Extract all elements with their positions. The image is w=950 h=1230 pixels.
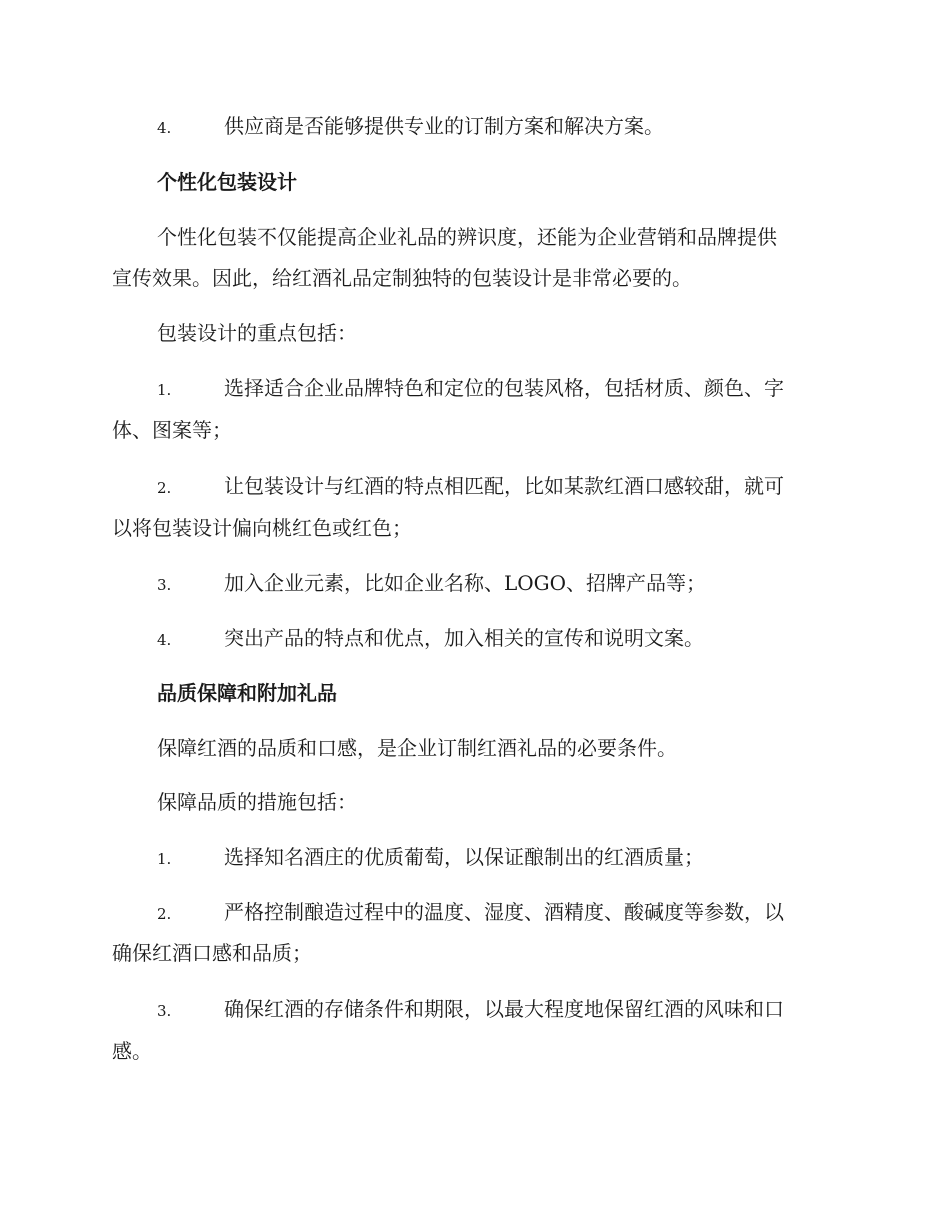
list-item-text-continued: 体、图案等；	[112, 418, 232, 442]
list-number: 4.	[157, 631, 172, 649]
paragraph-line: 保障红酒的品质和口感，是企业订制红酒礼品的必要条件。	[157, 736, 677, 760]
list-item-text-continued: 以将包装设计偏向桃红色或红色；	[112, 516, 412, 540]
list-item-text-continued: 确保红酒口感和品质；	[112, 941, 312, 965]
section-heading-quality: 品质保障和附加礼品	[157, 681, 337, 705]
list-intro: 保障品质的措施包括：	[157, 790, 357, 814]
list-number: 4.	[157, 119, 172, 137]
section-heading-packaging: 个性化包装设计	[157, 170, 297, 194]
paragraph-line: 宣传效果。因此，给红酒礼品定制独特的包装设计是非常必要的。	[112, 266, 692, 290]
list-item-text: 突出产品的特点和优点，加入相关的宣传和说明文案。	[224, 626, 704, 650]
list-item-text: 加入企业元素，比如企业名称、LOGO、招牌产品等；	[224, 571, 707, 595]
list-number: 1.	[157, 381, 172, 399]
list-item-text: 选择知名酒庄的优质葡萄，以保证酿制出的红酒质量；	[224, 845, 704, 869]
list-item-text: 让包装设计与红酒的特点相匹配，比如某款红酒口感较甜，就可	[224, 474, 784, 498]
list-item-text: 严格控制酿造过程中的温度、湿度、酒精度、酸碱度等参数，以	[224, 900, 784, 924]
paragraph-line: 个性化包装不仅能提高企业礼品的辨识度，还能为企业营销和品牌提供	[157, 225, 777, 249]
list-number: 1.	[157, 850, 172, 868]
list-item-text: 选择适合企业品牌特色和定位的包装风格，包括材质、颜色、字	[224, 376, 784, 400]
list-number: 3.	[157, 576, 172, 594]
list-number: 3.	[157, 1002, 172, 1020]
list-number: 2.	[157, 479, 172, 497]
list-item-text: 确保红酒的存储条件和期限，以最大程度地保留红酒的风味和口	[224, 997, 784, 1021]
list-intro: 包装设计的重点包括：	[157, 321, 357, 345]
list-number: 2.	[157, 905, 172, 923]
list-item-text: 供应商是否能够提供专业的订制方案和解决方案。	[224, 114, 664, 138]
list-item-text-continued: 感。	[112, 1039, 152, 1063]
